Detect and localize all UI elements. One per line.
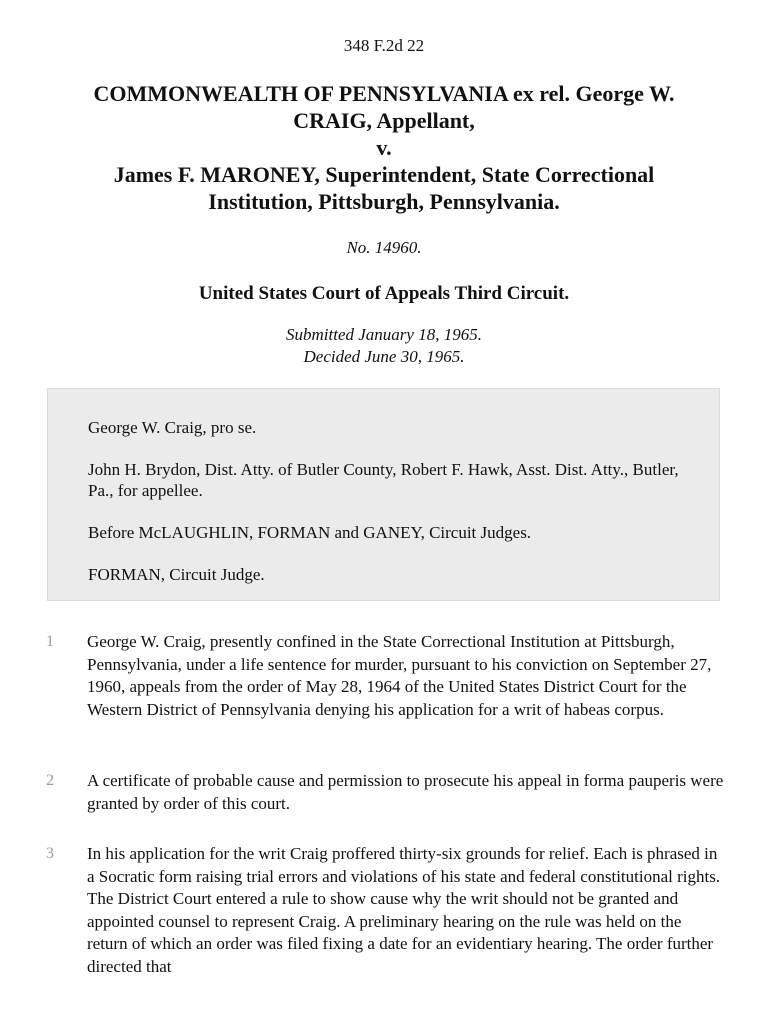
- case-dates: [0, 324, 768, 368]
- paragraph-number: 3: [46, 845, 54, 862]
- case-citation: 348 F.2d 22: [343, 36, 425, 55]
- appellant-counsel: George W. Craig, pro se.: [88, 418, 257, 437]
- docket-number: No. 14960.: [346, 238, 422, 257]
- appellee-counsel: John H. Brydon, Dist. Atty. of Butler County, Robert F. Hawk, Asst. Dist. Atty., Butler, Pa., for appellee.: [88, 460, 679, 500]
- case-title-line: Institution, Pittsburgh, Pennsylvania.: [208, 189, 560, 214]
- case-title-line: CRAIG, Appellant,: [293, 108, 475, 133]
- decided-date: Decided June 30, 1965.: [303, 347, 465, 366]
- paragraph-number: 1: [46, 633, 54, 650]
- submitted-date: Submitted January 18, 1965.: [286, 325, 482, 344]
- paragraph-number: 2: [46, 772, 54, 789]
- bench-panel: Before McLAUGHLIN, FORMAN and GANEY, Circuit Judges.: [88, 523, 532, 542]
- case-title-line: James F. MARONEY, Superintendent, State Correctional: [113, 162, 655, 187]
- case-title: [40, 80, 728, 215]
- paragraph-text: George W. Craig, presently confined in the State Correctional Institution at Pittsburgh, Pennsylvania, under a life sentence for murder, pursuant to his conviction on September 27, 1960, appeals from the order of May 28, 1964 of the United States District Court for the Western District of Pennsylvania denying his application for a writ of habeas corpus.: [87, 632, 712, 719]
- paragraph-text: A certificate of probable cause and permission to prosecute his appeal in forma pauperis were granted by order of this court.: [87, 771, 724, 813]
- opinion-author: FORMAN, Circuit Judge.: [88, 565, 265, 584]
- counsel-panel: [47, 388, 720, 601]
- paragraph-text: In his application for the writ Craig proffered thirty-six grounds for relief. Each is phrased in a Socratic form raising trial errors and violations of his state and federal constitutional rights. The District Court entered a rule to show cause why the writ should not be granted and appointed counsel to represent Craig. A preliminary hearing on the rule was held on the return of which an order was filed fixing a date for an evidentiary hearing. The order further directed that: [87, 844, 721, 976]
- case-title-line: COMMONWEALTH OF PENNSYLVANIA ex rel. George W.: [93, 81, 675, 106]
- case-title-versus: v.: [376, 135, 392, 160]
- court-name: United States Court of Appeals Third Circuit.: [198, 283, 570, 304]
